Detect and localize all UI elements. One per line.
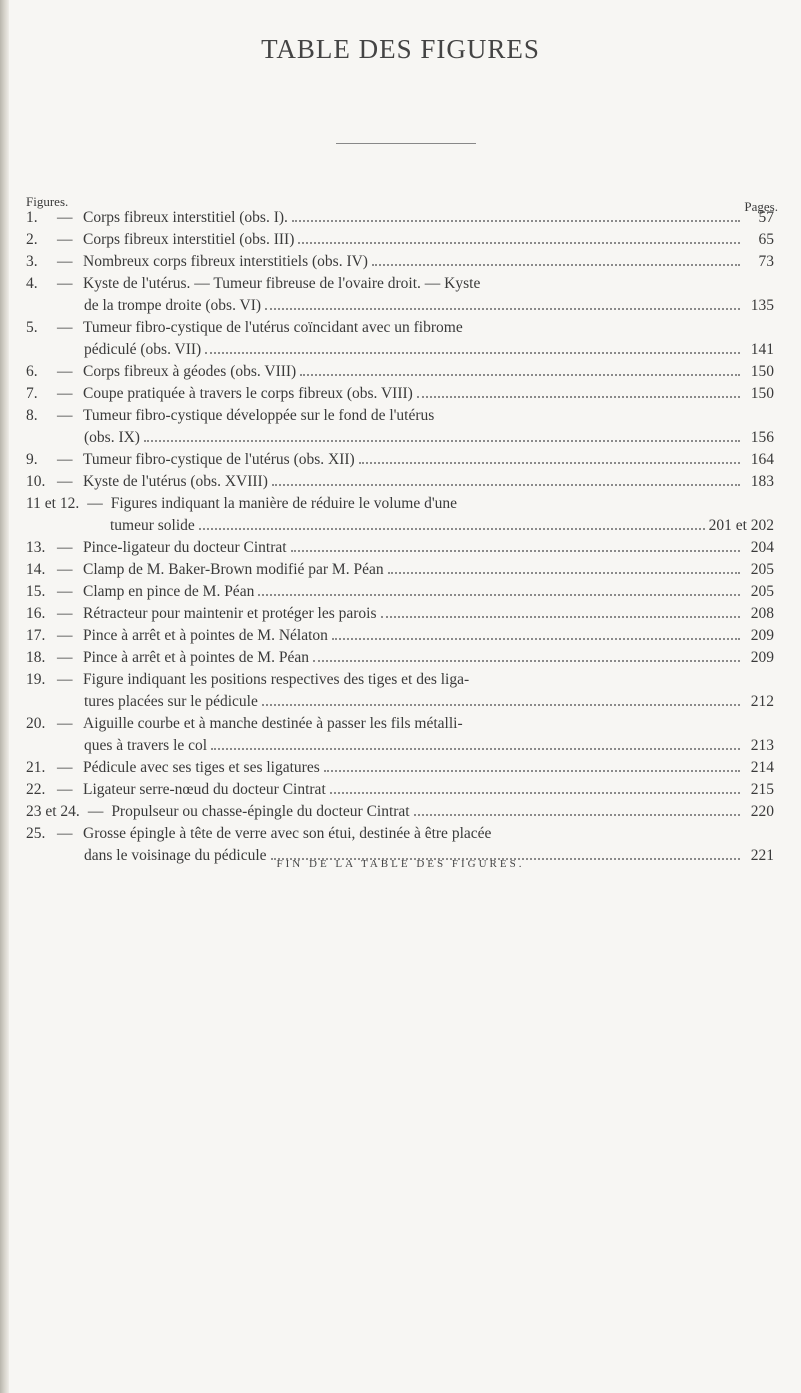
figure-title-line: Pince à arrêt et à pointes de M. Nélaton [83,627,328,644]
figure-number: 4. [26,275,38,292]
figures-table [26,191,778,867]
title-divider [336,143,476,144]
figure-number: 3. [26,253,38,270]
figure-number: 13. [26,539,46,556]
dot-leader [332,638,740,640]
figure-dash: — [57,583,73,600]
figure-entry [26,757,774,779]
dot-leader [211,748,740,750]
figure-title-line: Coupe pratiquée à travers le corps fibreux (obs. VIII) [83,385,413,402]
figure-dash: — [87,495,103,512]
dot-leader [330,792,740,794]
page-number: 220 [750,803,774,820]
figures-column-label: Figures. [26,194,69,209]
page-number: 215 [750,781,774,798]
figure-entry [26,383,774,405]
figure-entry [26,603,774,625]
figure-dash: — [57,451,73,468]
figure-entry [26,779,774,801]
figure-title-line: Corps fibreux à géodes (obs. VIII) [83,363,297,380]
figure-title-line: de la trompe droite (obs. VI) [84,297,262,314]
page-number: 205 [750,583,774,600]
dot-leader [359,462,740,464]
page-number: 209 [750,649,774,666]
figure-title-line: ques à travers le col [84,737,208,754]
figure-title-line: Ligateur serre-nœud du docteur Cintrat [83,781,326,798]
figure-entry [26,669,774,713]
dot-leader [272,484,740,486]
figure-dash: — [57,671,73,688]
figure-title-line: Pince-ligateur du docteur Cintrat [83,539,287,556]
dot-leader [414,814,740,816]
figure-number: 1. [26,209,38,226]
dot-leader [417,396,740,398]
figure-entry [26,537,774,559]
page-number: 213 [750,737,774,754]
figure-entry [26,713,774,757]
figure-entry [26,625,774,647]
figure-number: 14. [26,561,46,578]
figure-number: 22. [26,781,46,798]
pages-column-label: Pages. [744,199,778,214]
page-number: 65 [758,231,774,248]
figure-number: 19. [26,671,46,688]
figure-title-line: Propulseur ou chasse-épingle du docteur Cintrat [111,803,410,820]
figure-title-line: tumeur solide [110,517,195,534]
figure-title-line: (obs. IX) [84,429,140,446]
page-number: 156 [750,429,774,446]
figure-title-line: Kyste de l'utérus. — Tumeur fibreuse de l'ovaire droit. — Kyste [83,275,481,292]
figure-dash: — [57,539,73,556]
figure-entry [26,801,774,823]
figure-dash: — [57,275,73,292]
figure-title-line: Nombreux corps fibreux interstitiels (obs. IV) [83,253,368,270]
dot-leader [313,660,740,662]
figure-number: 16. [26,605,46,622]
page-title: TABLE DES FIGURES [261,34,540,64]
figure-title-line: Pédicule avec ses tiges et ses ligatures [83,759,320,776]
figure-title-line: Tumeur fibro-cystique de l'utérus (obs. XII) [83,451,355,468]
dot-leader [144,440,740,442]
figure-dash: — [57,649,73,666]
figure-number: 17. [26,627,46,644]
dot-leader [372,264,740,266]
page-number: 208 [750,605,774,622]
figure-title-line: Aiguille courbe et à manche destinée à passer les fils métalli- [83,715,463,732]
dot-leader [265,308,740,310]
figure-entry [26,405,774,449]
figure-entry [26,317,774,361]
dot-leader [291,550,740,552]
figure-number: 23 et 24. [26,803,80,820]
figure-dash: — [57,319,73,336]
figure-title-line: Kyste de l'utérus (obs. XVIII) [83,473,268,490]
figure-dash: — [57,759,73,776]
figure-title-line: Figures indiquant la manière de réduire le volume d'une [110,495,458,512]
page-number: 212 [750,693,774,710]
figure-number: 15. [26,583,46,600]
dot-leader [381,616,740,618]
figure-title-line: dans le voisinage du pédicule [84,847,267,864]
figure-title-line: Grosse épingle à tête de verre avec son étui, destinée à être placée [83,825,492,842]
page-number: 204 [750,539,774,556]
figure-entry [26,251,774,273]
figure-dash: — [87,803,104,820]
dot-leader [298,242,740,244]
figure-title-line: Tumeur fibro-cystique développée sur le fond de l'utérus [83,407,435,424]
dot-leader [292,220,740,222]
figure-dash: — [57,253,73,270]
page-binding-edge [0,0,9,1393]
figure-entry [26,559,774,581]
page-number: 73 [758,253,774,270]
page-number: 214 [750,759,774,776]
entries-list [26,207,774,867]
figure-number: 2. [26,231,38,248]
page-number: 150 [750,363,774,380]
figure-entry [26,449,774,471]
figure-number: 6. [26,363,38,380]
figure-title-line: Tumeur fibro-cystique de l'utérus coïncidant avec un fibrome [83,319,463,336]
page-number: 57 [758,209,774,226]
figure-title-line: Rétracteur pour maintenir et protéger les parois [83,605,377,622]
page-number: 209 [750,627,774,644]
figure-number: 9. [26,451,38,468]
dot-leader [262,704,740,706]
figure-dash: — [57,627,73,644]
figure-entry [26,273,774,317]
page-number: 141 [750,341,774,358]
figure-entry [26,229,774,251]
figure-dash: — [57,363,73,380]
dot-leader [300,374,740,376]
page-number: 135 [750,297,774,314]
figure-title-line: Figure indiquant les positions respectives des tiges et des liga- [83,671,470,688]
figure-title-line: Clamp de M. Baker-Brown modifié par M. Péan [83,561,384,578]
figure-title-line: pédiculé (obs. VII) [84,341,202,358]
figure-dash: — [57,715,73,732]
figure-number: 10. [26,473,46,490]
figure-dash: — [57,605,73,622]
dot-leader [388,572,740,574]
figure-title-line: Pince à arrêt et à pointes de M. Péan [83,649,309,666]
figure-entry [26,581,774,603]
figure-number: 18. [26,649,46,666]
figure-dash: — [57,407,73,424]
page-number: 164 [750,451,774,468]
figure-title-line: Corps fibreux interstitiel (obs. III) [83,231,295,248]
dot-leader [258,594,740,596]
page-number: 205 [750,561,774,578]
figure-number: 25. [26,825,46,842]
figure-entry [26,361,774,383]
figure-entry [26,207,774,229]
figure-number: 8. [26,407,38,424]
figure-dash: — [57,561,73,578]
figure-number: 11 et 12. [26,495,80,512]
dot-leader [324,770,740,772]
figure-dash: — [57,473,73,490]
page-number: 150 [750,385,774,402]
figure-dash: — [57,385,73,402]
figure-number: 21. [26,759,46,776]
figure-number: 20. [26,715,46,732]
figure-title-line: Clamp en pince de M. Péan [83,583,255,600]
figure-entry [26,647,774,669]
column-header [26,191,778,214]
end-note: FIN DE LA TABLE DES FIGURES. [276,858,525,870]
dot-leader [199,528,705,530]
page-number: 201 et 202 [708,517,774,534]
figure-title-line: tures placées sur le pédicule [84,693,258,710]
figure-dash: — [57,231,73,248]
figure-number: 7. [26,385,38,402]
figure-number: 5. [26,319,38,336]
figure-dash: — [57,781,73,798]
dot-leader [205,352,740,354]
figure-entry [26,493,774,537]
figure-entry [26,471,774,493]
page-number: 221 [750,847,774,864]
page-number: 183 [750,473,774,490]
figure-title-line: Corps fibreux interstitiel (obs. I). [83,209,288,226]
figure-dash: — [57,209,73,226]
figure-dash: — [57,825,73,842]
